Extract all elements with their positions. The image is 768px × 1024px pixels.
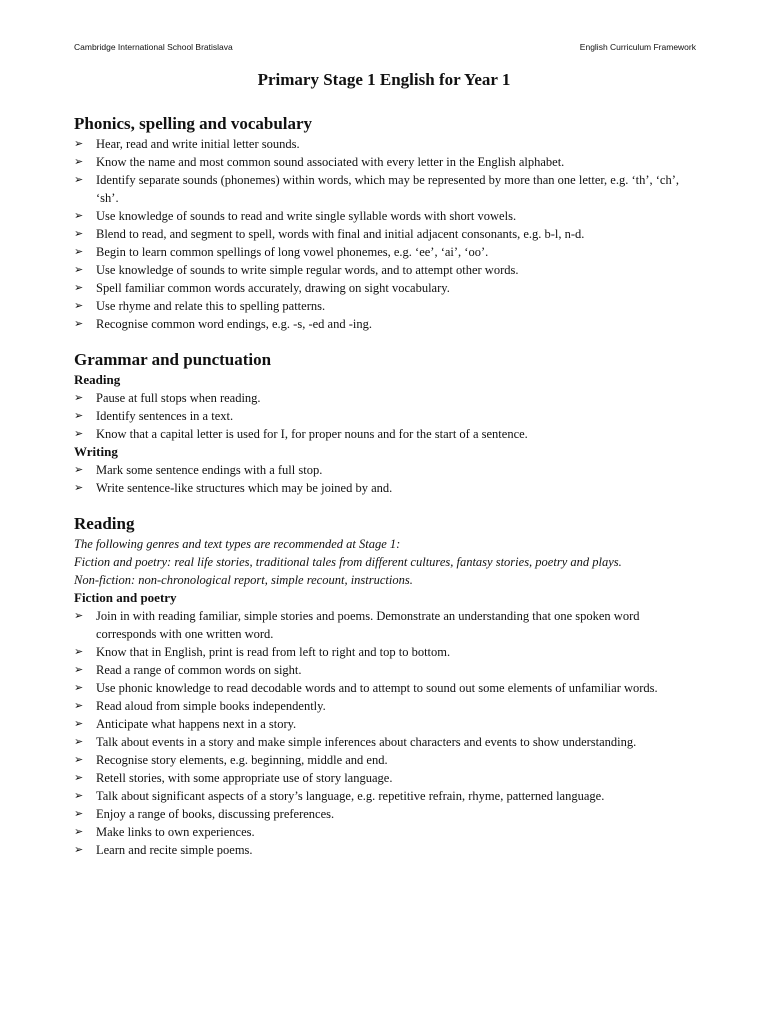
arrow-bullet-icon: ➢ [74,807,84,820]
list-item [74,135,694,153]
list-item-text: Know that a capital letter is used for I, for proper nouns and for the start of a sentence. [96,427,528,441]
section-spacer [74,333,694,349]
arrow-bullet-icon: ➢ [74,227,84,240]
list-item [74,661,694,679]
arrow-bullet-icon: ➢ [74,753,84,766]
arrow-bullet-icon: ➢ [74,281,84,294]
section-intro-text: Fiction and poetry: real life stories, traditional tales from different cultures, fantasy stories, poetry and plays. [74,555,622,569]
list-item-text: Mark some sentence endings with a full stop. [96,463,323,477]
arrow-bullet-icon: ➢ [74,717,84,730]
list-item-text: Recognise story elements, e.g. beginning, middle and end. [96,753,388,767]
section-heading: Reading [74,514,135,533]
arrow-bullet-icon: ➢ [74,209,84,222]
arrow-bullet-icon: ➢ [74,825,84,838]
list-item-text: Read aloud from simple books independently. [96,699,326,713]
arrow-bullet-icon: ➢ [74,391,84,404]
section-intro-text: Non-fiction: non-chronological report, simple recount, instructions. [74,573,413,587]
list-item [74,153,694,171]
list-item-text: Know the name and most common sound associated with every letter in the English alphabet. [96,155,565,169]
list-item [74,261,694,279]
list-item [74,805,694,823]
arrow-bullet-icon: ➢ [74,681,84,694]
arrow-bullet-icon: ➢ [74,843,84,856]
arrow-bullet-icon: ➢ [74,463,84,476]
arrow-bullet-icon: ➢ [74,699,84,712]
bullet-list [74,461,694,497]
list-item-text: Know that in English, print is read from left to right and top to bottom. [96,645,451,659]
section-heading: Grammar and punctuation [74,350,272,369]
list-item-text: Use knowledge of sounds to read and write single syllable words with short vowels. [96,209,517,223]
list-item-text: Spell familiar common words accurately, drawing on sight vocabulary. [96,281,450,295]
arrow-bullet-icon: ➢ [74,663,84,676]
list-item [74,643,694,661]
bullet-list [74,607,694,859]
arrow-bullet-icon: ➢ [74,481,84,494]
list-item-text: Anticipate what happens next in a story. [96,717,297,731]
list-item-text: Read a range of common words on sight. [96,663,302,677]
arrow-bullet-icon: ➢ [74,137,84,150]
header-framework-name: English Curriculum Framework [579,42,696,52]
list-item [74,461,694,479]
subheading-fiction-and-poetry: Fiction and poetry [74,590,177,605]
list-item [74,607,694,643]
list-item [74,171,694,207]
list-item [74,315,694,333]
arrow-bullet-icon: ➢ [74,771,84,784]
arrow-bullet-icon: ➢ [74,263,84,276]
list-item-text: Enjoy a range of books, discussing preferences. [96,807,335,821]
list-item-text: Blend to read, and segment to spell, words with final and initial adjacent consonants, e.g. b-l, n-d. [96,227,585,241]
list-item [74,787,694,805]
list-item-text: Use phonic knowledge to read decodable words and to attempt to sound out some elements of unfamiliar words. [96,681,658,695]
list-item-text: Make links to own experiences. [96,825,255,839]
arrow-bullet-icon: ➢ [74,427,84,440]
subheading-writing: Writing [74,444,118,459]
list-item-text: Talk about significant aspects of a story’s language, e.g. repetitive refrain, rhyme, patterned language. [96,789,605,803]
section-heading: Phonics, spelling and vocabulary [74,114,313,133]
arrow-bullet-icon: ➢ [74,155,84,168]
page-title: Primary Stage 1 English for Year 1 [257,70,511,89]
list-item [74,769,694,787]
list-item [74,297,694,315]
list-item [74,279,694,297]
list-item [74,243,694,261]
list-item-text: Write sentence-like structures which may be joined by and. [96,481,393,495]
list-item [74,733,694,751]
subheading-reading: Reading [74,372,121,387]
section-spacer [74,497,694,513]
arrow-bullet-icon: ➢ [74,789,84,802]
list-item [74,823,694,841]
arrow-bullet-icon: ➢ [74,317,84,330]
list-item-text: Learn and recite simple poems. [96,843,253,857]
arrow-bullet-icon: ➢ [74,299,84,312]
list-item-text: Retell stories, with some appropriate use of story language. [96,771,393,785]
arrow-bullet-icon: ➢ [74,609,84,622]
list-item [74,207,694,225]
bullet-list [74,389,694,443]
arrow-bullet-icon: ➢ [74,645,84,658]
list-item [74,389,694,407]
list-item-text: Use rhyme and relate this to spelling patterns. [96,299,326,313]
list-item-text: Join in with reading familiar, simple stories and poems. Demonstrate an understanding that one spoken word corresponds with one written word. [96,609,640,641]
list-item-text: Use knowledge of sounds to write simple regular words, and to attempt other words. [96,263,519,277]
list-item [74,407,694,425]
section-reading [74,513,694,859]
arrow-bullet-icon: ➢ [74,245,84,258]
section-grammar-and-punctuation [74,349,694,497]
list-item-text: Identify sentences in a text. [96,409,234,423]
list-item [74,225,694,243]
list-item-text: Pause at full stops when reading. [96,391,261,405]
list-item [74,841,694,859]
arrow-bullet-icon: ➢ [74,409,84,422]
list-item [74,479,694,497]
list-item [74,715,694,733]
list-item [74,679,694,697]
header-school-name: Cambridge International School Bratislava [74,42,233,52]
list-item [74,425,694,443]
list-item-text: Hear, read and write initial letter sounds. [96,137,300,151]
list-item-text: Recognise common word endings, e.g. -s, -ed and -ing. [96,317,372,331]
list-item-text: Begin to learn common spellings of long vowel phonemes, e.g. ‘ee’, ‘ai’, ‘oo’. [96,245,489,259]
arrow-bullet-icon: ➢ [74,173,84,186]
document-body [74,113,694,859]
bullet-list [74,135,694,333]
list-item [74,697,694,715]
list-item-text: Identify separate sounds (phonemes) within words, which may be represented by more than one letter, e.g. ‘th’, ‘ch’, ‘sh’. [96,173,679,205]
list-item [74,751,694,769]
list-item-text: Talk about events in a story and make simple inferences about characters and events to show understanding. [96,735,637,749]
section-phonics-spelling-and-vocabulary [74,113,694,333]
section-intro-text: The following genres and text types are recommended at Stage 1: [74,537,401,551]
arrow-bullet-icon: ➢ [74,735,84,748]
